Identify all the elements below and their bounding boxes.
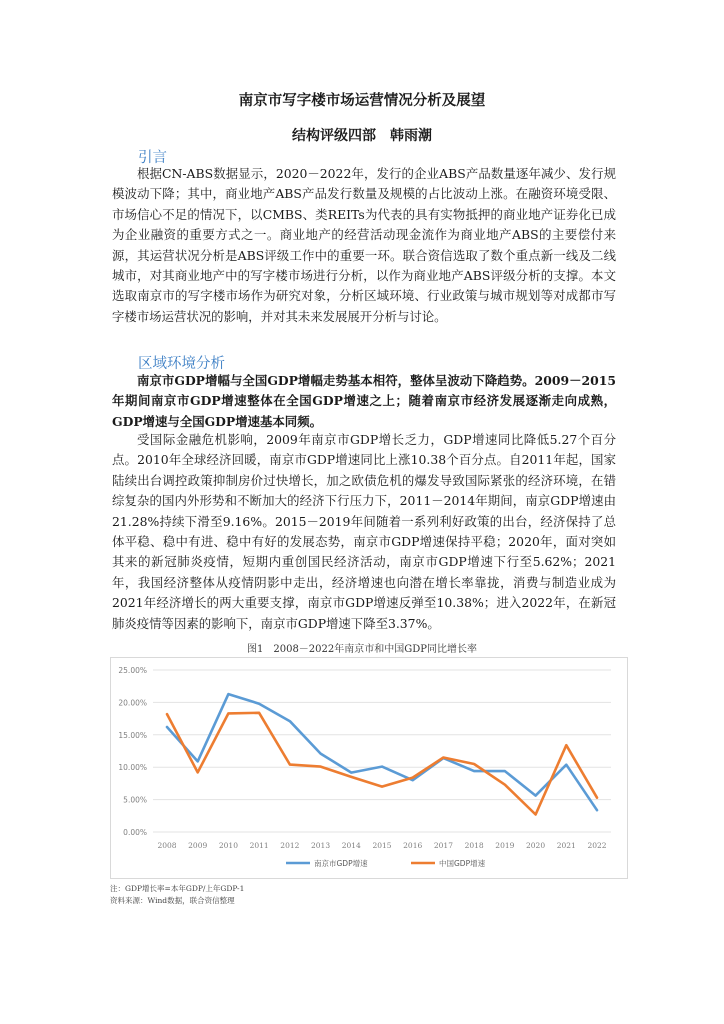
author-line: 结构评级四部 韩雨潮 <box>292 128 432 144</box>
y-tick-label: 25.00% <box>118 666 147 675</box>
legend-label: 南京市GDP增速 <box>314 859 368 868</box>
x-tick-label: 2014 <box>341 841 361 850</box>
y-tick-label: 15.00% <box>118 730 147 740</box>
x-tick-label: 2012 <box>280 841 300 850</box>
x-tick-label: 2010 <box>218 841 238 850</box>
x-tick-label: 2020 <box>526 841 546 850</box>
intro-paragraph: 根据CN-ABS数据显示，2020－2022年，发行的企业ABS产品数量逐年减少、发行规模波动下降；其中，商业地产ABS产品发行数量及规模的占比波动上涨。在融资环境受限、市场信心不足的情况下，以CMBS、类REITs为代表的具有实物抵押的商业地产证券化已成为企业融资的重要方式之一。商业地产的经营活动现金流作为商业地产ABS的主要偿付来源，其运营状况分析是ABS评级工作中的重要一环。联合资信选取了数个重点新一线及二线城市，对其商业地产中的写字楼市场进行分析，以作为商业地产ABS评级分析的支撑。本文选取南京市的写字楼市场作为研究对象，分析区域环境、行业政策与城市规划等对成都市写字楼市场运营状况的影响，并对其未来发展展开分析与讨论。 <box>112 166 616 324</box>
gdp-chart <box>110 657 628 879</box>
x-tick-label: 2009 <box>188 841 208 850</box>
y-tick-label: 0.00% <box>123 828 147 837</box>
gdp-line-chart <box>111 658 627 878</box>
x-tick-label: 2017 <box>433 841 453 850</box>
page-title: 南京市写字楼市场运营情况分析及展望 <box>238 92 486 109</box>
y-tick-label: 10.00% <box>118 763 147 773</box>
figure-source: 资料来源：Wind数据，联合资信整理 <box>110 896 235 905</box>
y-tick-label: 5.00% <box>123 795 147 805</box>
x-tick-label: 2013 <box>311 841 331 850</box>
x-tick-label: 2008 <box>157 841 177 850</box>
figure-note: 注：GDP增长率=本年GDP/上年GDP-1 <box>110 884 245 893</box>
region-summary-paragraph: 南京市GDP增幅与全国GDP增幅走势基本相符，整体呈波动下降趋势。2009－2015年期间南京市GDP增速整体在全国GDP增速之上；随着南京市经济发展逐渐走向成熟，GDP增速与全国GDP增速基本同频。 <box>112 373 616 429</box>
legend-label: 中国GDP增速 <box>439 859 486 868</box>
x-tick-label: 2019 <box>495 841 515 850</box>
intro-heading: 引言 <box>138 150 167 166</box>
y-tick-label: 20.00% <box>118 698 147 708</box>
x-tick-label: 2022 <box>587 841 607 850</box>
x-tick-label: 2021 <box>556 841 576 850</box>
x-tick-label: 2016 <box>403 841 423 850</box>
figure-caption: 图1 2008－2022年南京市和中国GDP同比增长率 <box>247 644 477 655</box>
series-line-1 <box>167 694 597 810</box>
x-tick-label: 2018 <box>464 841 484 850</box>
x-tick-label: 2015 <box>372 841 392 850</box>
region-detail-paragraph: 受国际金融危机影响，2009年南京市GDP增长乏力，GDP增速同比降低5.27个百分点。2010年全球经济回暖，南京市GDP增速同比上涨10.38个百分点。自2011年起，国家陆续出台调控政策抑制房价过快增长，加之欧债危机的爆发导致国际紧张的经济环境，在错综复杂的国内外形势和不断加大的经济下行压力下，2011－2014年期间，南京GDP增速由21.28%持续下滑至9.16%。2015－2019年间随着一系列利好政策的出台，经济保持了总体平稳、稳中有进、稳中有好的发展态势，南京市GDP增速保持平稳；2020年，面对突如其来的新冠肺炎疫情，短期内重创国民经济活动，南京市GDP增速下行至5.62%；2021年，我国经济整体从疫情阴影中走出，经济增速也向潜在增长率靠拢，消费与制造业成为2021年经济增长的两大重要支撑，南京市GDP增速反弹至10.38%；进入2022年，在新冠肺炎疫情等因素的影响下，南京市GDP增速下降至3.37%。 <box>112 432 616 631</box>
region-heading: 区域环境分析 <box>138 356 225 372</box>
x-tick-label: 2011 <box>249 841 269 850</box>
